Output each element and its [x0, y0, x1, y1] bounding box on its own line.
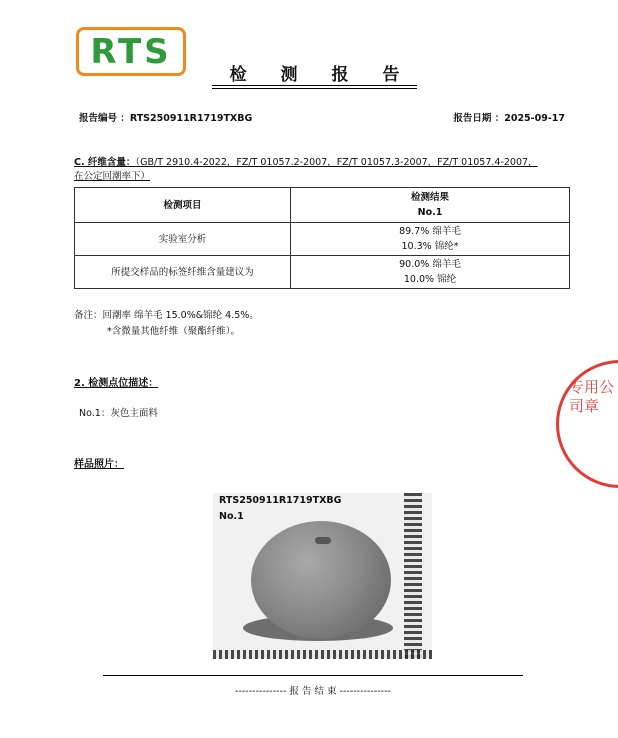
table-row — [75, 223, 570, 256]
table-row — [75, 256, 570, 289]
test-position-description: No.1：灰色主面料 — [79, 408, 158, 419]
beret-stem — [315, 537, 331, 544]
fiber-content-standards-cont: 在公定回潮率下） — [74, 171, 151, 182]
result-line: 89.7% 绵羊毛 — [399, 226, 461, 237]
photo-label-sample: No.1 — [219, 511, 244, 522]
remark-line-2: *含微量其他纤维（聚酯纤维）。 — [107, 326, 241, 337]
remarks — [74, 308, 259, 340]
test-position-heading: 2. 检测点位描述： — [74, 378, 159, 389]
ruler-horizontal — [213, 650, 432, 659]
sample-photo-heading: 样品照片： — [74, 459, 124, 470]
report-title: 检 测 报 告 — [229, 65, 414, 85]
table-cell-result — [291, 256, 570, 289]
photo-label-report-number: RTS250911R1719TXBG — [219, 495, 342, 506]
report-date — [453, 110, 565, 124]
remark-line-1: 备注：回潮率 绵羊毛 15.0%&锦纶 4.5%。 — [74, 310, 259, 321]
table-cell-item: 所提交样品的标签纤维含量建议为 — [75, 256, 291, 289]
report-date-value: 2025-09-17 — [504, 113, 565, 124]
report-number-value: RTS250911R1719TXBG — [129, 113, 253, 124]
report-date-label: 报告日期 ： — [453, 113, 505, 124]
company-logo — [76, 27, 186, 76]
column-header-item: 检测项目 — [75, 188, 291, 223]
report-number-label: 报告编号 ： — [79, 113, 130, 124]
result-line: 90.0% 绵羊毛 — [399, 259, 461, 270]
result-line: 10.3% 锦纶* — [401, 241, 459, 252]
report-end: --------------- 报 告 结 束 --------------- — [235, 686, 391, 697]
column-header-result-sub: No.1 — [417, 207, 443, 218]
report-number — [79, 110, 252, 124]
column-header-result-title: 检测结果 — [410, 192, 449, 203]
table-cell-result — [291, 223, 570, 256]
result-line: 10.0% 锦纶 — [403, 274, 457, 285]
fiber-content-heading: C. 纤维含量： — [74, 157, 136, 168]
fiber-content-section — [74, 156, 574, 184]
fiber-content-standards: （GB/T 2910.4-2022，FZ/T 01057.2-2007，FZ/T 01057.3-2007，FZ/T 01057.4-2007， — [135, 157, 538, 168]
seal-text: 专用公司章 — [569, 378, 615, 415]
title-underline-double — [212, 88, 417, 89]
footer-rule — [103, 675, 523, 676]
table-header-row — [75, 188, 570, 223]
results-table — [74, 187, 570, 289]
title-underline — [212, 85, 417, 86]
table-cell-item: 实验室分析 — [75, 223, 291, 256]
ruler-vertical — [404, 493, 422, 659]
sample-photo — [213, 493, 432, 659]
logo-text: RTS — [90, 31, 172, 72]
column-header-result — [291, 188, 570, 223]
